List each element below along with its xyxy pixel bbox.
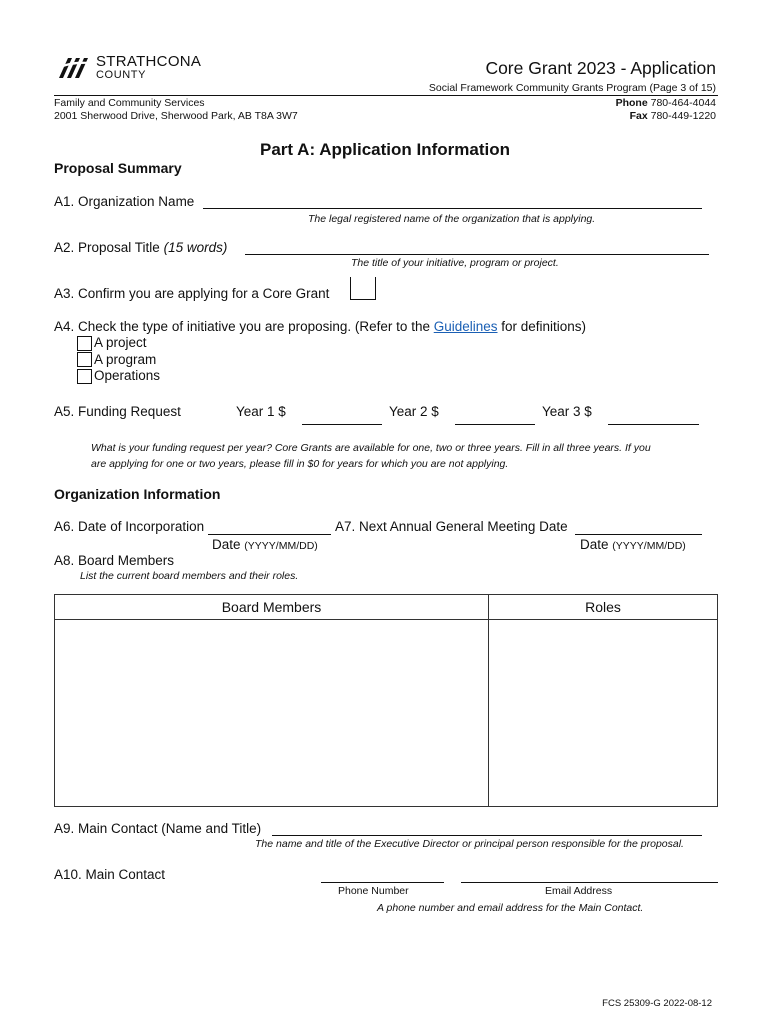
phone-label: Phone	[615, 97, 648, 109]
fax-number: 780-449-1220	[650, 110, 716, 122]
organization-name-field[interactable]	[203, 208, 702, 209]
a2-note: The title of your initiative, program or project.	[351, 257, 559, 269]
a6-date-label: Date	[212, 537, 241, 552]
core-grant-confirm-checkbox[interactable]	[350, 277, 376, 300]
main-contact-email-field[interactable]	[461, 882, 718, 883]
a3-label: A3. Confirm you are applying for a Core Grant	[54, 286, 330, 301]
department-name: Family and Community Services	[54, 97, 205, 109]
a9-note: The name and title of the Executive Director or principal person responsible for the proposal.	[255, 838, 684, 850]
main-contact-phone-field[interactable]	[321, 882, 444, 883]
year1-label: Year 1 $	[236, 404, 286, 419]
phone-field-label: Phone Number	[338, 885, 409, 897]
organization-info-heading: Organization Information	[54, 486, 221, 502]
year2-amount-field[interactable]	[455, 424, 535, 425]
strathcona-swoosh-icon	[56, 54, 92, 82]
a4-label-before: A4. Check the type of initiative you are proposing. (Refer to the	[54, 319, 434, 334]
roles-cell[interactable]	[489, 620, 718, 807]
a1-note: The legal registered name of the organization that is applying.	[308, 213, 596, 225]
a5-note-line2: are applying for one or two years, please fill in $0 for years for which you are not applying.	[91, 458, 509, 470]
year3-amount-field[interactable]	[608, 424, 699, 425]
table-header-row	[55, 595, 718, 620]
a6-date-format: (YYYY/MM/DD)	[244, 540, 318, 552]
department-address	[54, 97, 298, 123]
phone-number: 780-464-4044	[650, 97, 716, 109]
a7-date-format: (YYYY/MM/DD)	[612, 540, 686, 552]
operations-checkbox[interactable]	[77, 369, 92, 384]
proposal-title-field[interactable]	[245, 254, 709, 255]
a5-note-line1: What is your funding request per year? Core Grants are available for one, two or three years. Fill in all three years. If you	[91, 442, 651, 454]
project-option-label: A project	[94, 335, 147, 350]
a5-note	[91, 440, 651, 472]
program-checkbox[interactable]	[77, 352, 92, 367]
email-field-label: Email Address	[545, 885, 613, 897]
roles-header: Roles	[489, 595, 718, 620]
strathcona-logo	[56, 54, 216, 84]
program-option-label: A program	[94, 352, 157, 367]
form-code: FCS 25309-G 2022-08-12	[602, 998, 712, 1009]
a6-date-hint	[212, 537, 318, 552]
a4-label	[54, 319, 586, 334]
board-members-header: Board Members	[55, 595, 489, 620]
a6-label: A6. Date of Incorporation	[54, 519, 205, 534]
a1-label: A1. Organization Name	[54, 194, 195, 209]
year2-label: Year 2 $	[389, 404, 439, 419]
logo-name: STRATHCONA	[96, 53, 202, 70]
year3-label: Year 3 $	[542, 404, 592, 419]
operations-option-label: Operations	[94, 368, 161, 383]
proposal-summary-heading: Proposal Summary	[54, 160, 182, 176]
year1-amount-field[interactable]	[302, 424, 382, 425]
main-contact-name-field[interactable]	[272, 835, 702, 836]
contact-numbers	[616, 97, 716, 123]
a2-label	[54, 240, 227, 255]
board-members-cell[interactable]	[55, 620, 489, 807]
agm-date-field[interactable]	[575, 534, 702, 535]
a2-hint: (15 words)	[163, 240, 228, 255]
incorporation-date-field[interactable]	[208, 534, 331, 535]
project-checkbox[interactable]	[77, 336, 92, 351]
a8-note: List the current board members and their roles.	[80, 570, 299, 582]
a7-date-hint	[580, 537, 686, 552]
header-divider	[54, 95, 718, 96]
a8-label: A8. Board Members	[54, 553, 175, 568]
street-address: 2001 Sherwood Drive, Sherwood Park, AB T8A 3W7	[54, 110, 298, 122]
logo-sub: COUNTY	[96, 69, 147, 81]
a7-date-label: Date	[580, 537, 609, 552]
a10-label: A10. Main Contact	[54, 867, 166, 882]
a9-label: A9. Main Contact (Name and Title)	[54, 821, 262, 836]
guidelines-link[interactable]: Guidelines	[433, 319, 498, 334]
part-title: Part A: Application Information	[260, 140, 510, 159]
board-members-table	[54, 594, 718, 807]
form-title: Core Grant 2023 - Application	[485, 58, 716, 78]
a10-note: A phone number and email address for the Main Contact.	[377, 902, 644, 914]
a5-label: A5. Funding Request	[54, 404, 181, 419]
table-row	[55, 620, 718, 807]
a4-label-after: for definitions)	[497, 319, 587, 334]
form-subtitle: Social Framework Community Grants Program (Page 3 of 15)	[428, 82, 716, 94]
a2-label-text: A2. Proposal Title	[54, 240, 160, 255]
fax-label: Fax	[629, 110, 648, 122]
a7-label: A7. Next Annual General Meeting Date	[335, 519, 568, 534]
